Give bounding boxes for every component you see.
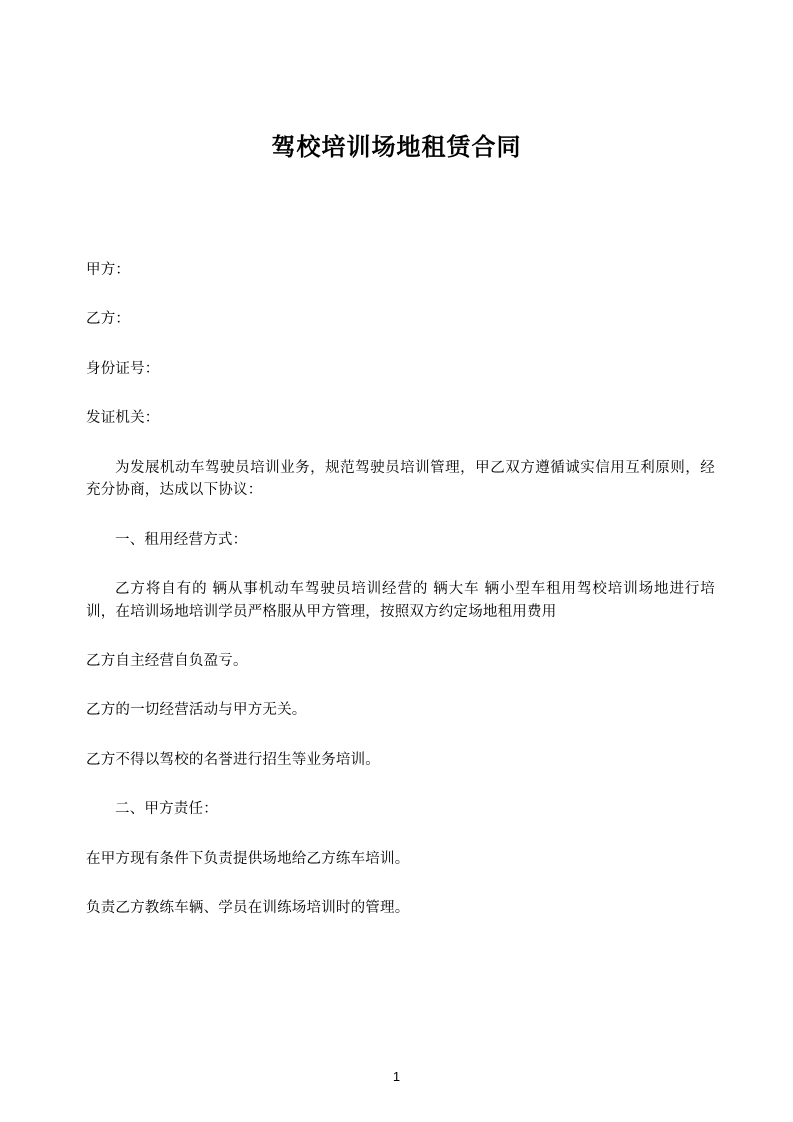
paragraph-lease-terms: 乙方将自有的 辆从事机动车驾驶员培训经营的 辆大车 辆小型车租用驾校培训场地进行培训，在培训场地培训学员严格服从甲方管理，按照双方约定场地租用费用	[86, 581, 715, 620]
paragraph-manage-training: 负责乙方教练车辆、学员在训练场培训时的管理。	[86, 900, 410, 917]
document-body	[0, 259, 793, 920]
paragraph-section-two-heading: 二、甲方责任：	[115, 801, 218, 818]
page-title: 驾校培训场地租赁合同	[271, 134, 522, 161]
paragraph-party-a: 甲方：	[86, 261, 131, 278]
paragraph-party-b: 乙方：	[86, 311, 131, 328]
paragraph-provide-venue: 在甲方现有条件下负责提供场地给乙方练车培训。	[86, 850, 410, 867]
paragraph-issuing-authority: 发证机关：	[86, 410, 160, 427]
paragraph-section-one-heading: 一、租用经营方式：	[115, 531, 248, 548]
paragraph-self-operation: 乙方自主经营自负盈亏。	[86, 653, 248, 670]
paragraph-id-number: 身份证号：	[86, 360, 160, 377]
page-number: 1	[392, 1069, 401, 1084]
paragraph-no-name-use: 乙方不得以驾校的名誉进行招生等业务培训。	[86, 751, 380, 768]
paragraph-preamble: 为发展机动车驾驶员培训业务，规范驾驶员培训管理，甲乙双方遵循诚实信用互利原则，经充分协商，达成以下协议：	[86, 459, 715, 499]
paragraph-no-relation: 乙方的一切经营活动与甲方无关。	[86, 702, 307, 719]
